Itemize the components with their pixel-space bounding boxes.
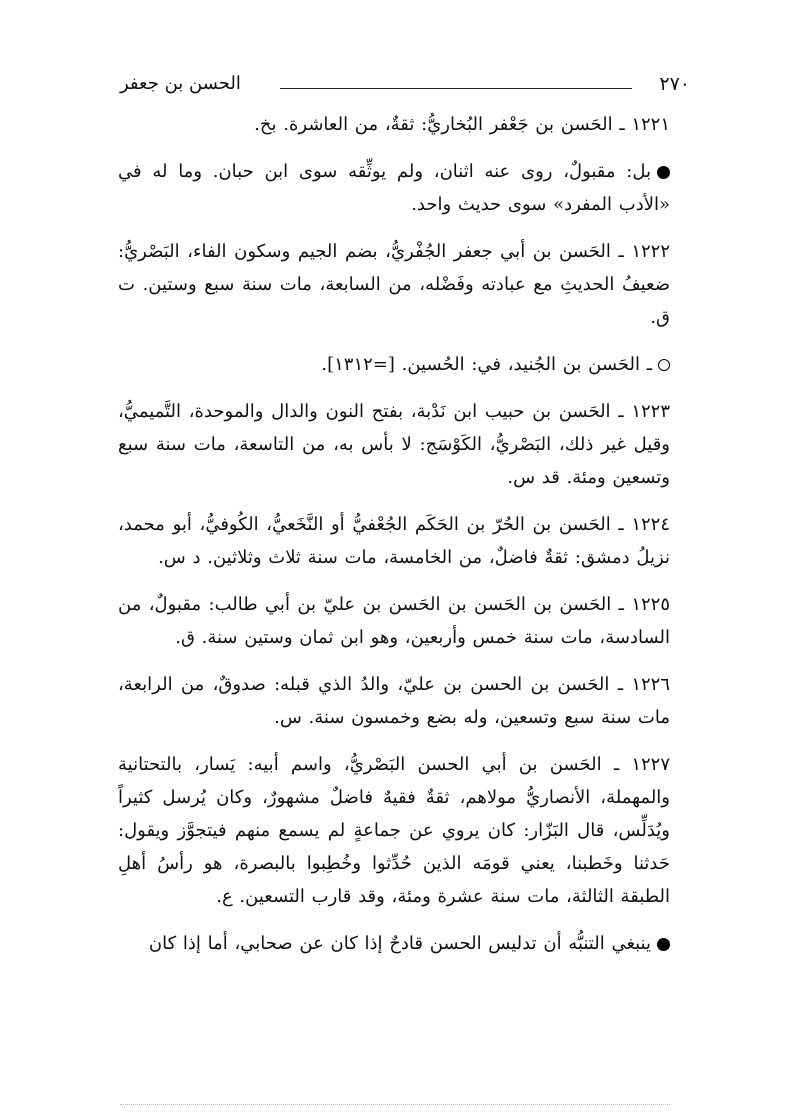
page-header	[120, 72, 690, 108]
entry-1225	[118, 588, 670, 654]
page-number: ٢٧٠	[659, 73, 690, 95]
entry-1227	[118, 748, 670, 913]
entry-text: ١٢٢١ ـ الحَسن بن جَعْفر البُخاريُّ: ثقةٌ، من العاشرة. بخ.	[254, 114, 670, 135]
entry-text: ١٢٢٦ ـ الحَسن بن الحسن بن عليّ، والدُ الذي قبله: صدوقٌ، من الرابعة، مات سنة سبع وتسعين، وله بضع وخمسون سنة. س.	[118, 674, 670, 728]
bullet-dot-icon	[657, 938, 670, 951]
entry-1226	[118, 668, 670, 734]
page-content	[118, 108, 670, 974]
entry-text: ١٢٢٧ ـ الحَسن بن أبي الحسن البَصْريُّ، واسم أبيه: يَسار، بالتحتانية والمهملة، الأنصاريُّ مولاهم، ثقةٌ فقيهٌ فاضلٌ مشهورٌ، وكان يُرسل كثيراً ويُدَلِّس، قال البَزّار: كان يروي عن جماعةٍ لم يسمع منهم فيتجوَّز ويقول: حَدثنا وخَطبنا، يعني قومَه الذين حُدِّثوا وخُطِبوا بالبصرة، هو رأسُ أهلِ الطبقة الثالثة، مات سنة عشرة ومئة، وقد قارب التسعين. ع.	[118, 754, 670, 907]
cross-reference-junaid	[118, 348, 670, 381]
entry-1222	[118, 235, 670, 334]
entry-1223	[118, 395, 670, 494]
hollow-circle-icon	[658, 359, 670, 371]
entry-text: ١٢٢٢ ـ الحَسن بن أبي جعفر الجُفْريُّ، بضم الجيم وسكون الفاء، البَصْريُّ: ضعيفُ الحديثِ مع عبادته وفَضْله، من السابعة، مات سنة سبع وستين. ت ق.	[118, 241, 670, 328]
running-title: الحسن بن جعفر	[120, 73, 241, 94]
entry-1224	[118, 508, 670, 574]
entry-text: ١٢٢٥ ـ الحَسن بن الحَسن بن الحَسن بن عليّ بن أبي طالب: مقبولٌ، من السادسة، مات سنة خمس وأربعين، وهو ابن ثمان وستين سنة. ق.	[118, 594, 670, 648]
header-rule	[280, 88, 632, 89]
entry-text: ١٢٢٤ ـ الحَسن بن الحُرّ بن الحَكَم الجُعْفيُّ أو النَّخَعيُّ، الكُوفيُّ، أبو محمد، نزيلُ دمشق: ثقةٌ فاضلٌ، من الخامسة، مات سنة ثلاث وثلاثين. د س.	[118, 514, 670, 568]
entry-text: ١٢٢٣ ـ الحَسن بن حبيب ابن نَدْبة، بفتح النون والدال والموحدة، التَّميميُّ، وقيل غير ذلك، البَصْريُّ، الكَوْسَج: لا بأس به، من التاسعة، مات سنة سبع وتسعين ومئة. قد س.	[118, 401, 670, 488]
editor-note-1227	[118, 927, 670, 960]
reference-text: ـ الحَسن بن الجُنيد، في: الحُسين. [=١٣١٢].	[321, 354, 652, 375]
page-bottom-edge	[120, 1104, 670, 1113]
note-text: بل: مقبولٌ، روى عنه اثنان، ولم يوثِّقه سوى ابن حبان. وما له في «الأدب المفرد» سوى حديث واحد.	[118, 161, 670, 215]
editor-note-1221	[118, 155, 670, 221]
note-text: ينبغي التنبُّه أن تدليس الحسن قادحٌ إذا كان عن صحابي، أما إذا كان	[148, 933, 651, 954]
entry-1221	[118, 108, 670, 141]
bullet-dot-icon	[657, 166, 670, 179]
